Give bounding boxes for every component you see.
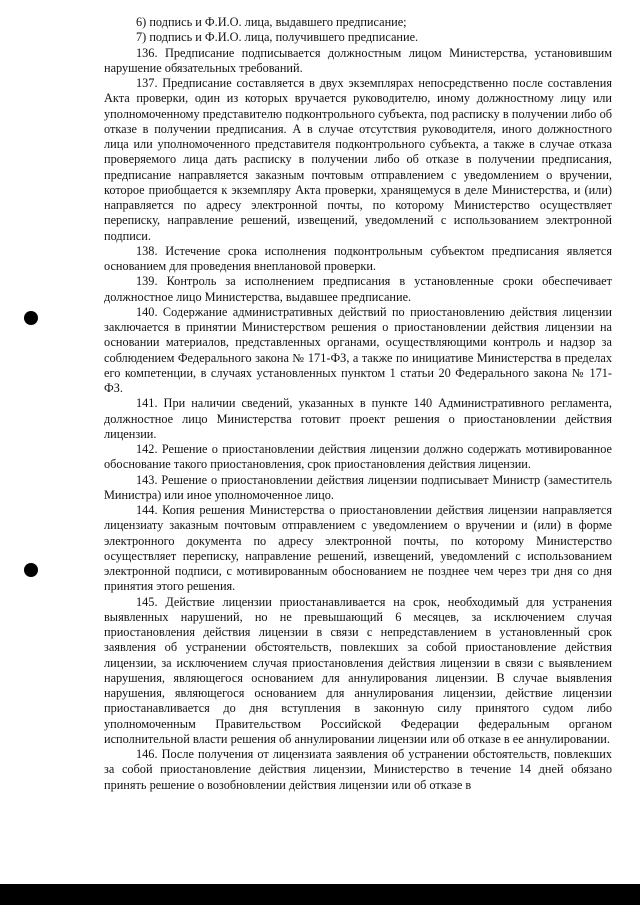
paragraph-140: 140. Содержание административных действий по приостановлению действия лицензии заключается в принятии Министерством решения о приостановлении действия лицензии на основании материалов, представленных органами, осуществляющими контроль и надзор за соблюдением Федерального закона № 171-ФЗ, а также по инициативе Министерства в пределах его компетенции, в случаях установленных пунктом 1 статьи 20 Федерального закона № 171-ФЗ. — [104, 304, 612, 395]
paragraph-138: 138. Истечение срока исполнения подконтрольным субъектом предписания является основанием для проведения внеплановой проверки. — [104, 243, 612, 273]
paragraph-145: 145. Действие лицензии приостанавливается на срок, необходимый для устранения выявленных нарушений, но не превышающий 6 месяцев, за исключением случая приостановления действия лицензии в связи с непредставлением в установленный срок заявления об устранении обстоятельств, повлекших за собой приостановление действия лицензии, за исключением случая приостановления действия лицензии в связи с выявлением нарушения, являющегося основанием для аннулирования лицензии. В случае выявления нарушения, являющегося основанием для аннулирования лицензии, действие лицензии приостанавливается до дня вступления в законную силу принятого судом либо уполномоченным Правительством Российской Федерации федеральным органом исполнительной власти решения об аннулировании лицензии или об отказе в ее аннулировании. — [104, 594, 612, 746]
paragraph-141: 141. При наличии сведений, указанных в пункте 140 Административного регламента, должностное лицо Министерства готовит проект решения о приостановлении действия лицензии. — [104, 396, 612, 441]
paragraph-item-6: 6) подпись и Ф.И.О. лица, выдавшего предписание; — [136, 15, 407, 29]
binder-hole-bottom — [24, 563, 38, 577]
paragraph-143: 143. Решение о приостановлении действия лицензии подписывает Министр (заместитель Министра) или иное уполномоченное лицо. — [104, 472, 612, 502]
scan-bottom-edge — [0, 884, 640, 905]
paragraph-144: 144. Копия решения Министерства о приостановлении действия лицензии направляется лицензиату заказным почтовым отправлением с уведомлением о вручении и (или) в форме электронного документа по адресу электронной почты, по которому Министерство осуществляет переписку, направление решений, извещений, уведомлений с использованием электронной подписи, с мотивированным обоснованием не позднее чем через три дня со дня принятия этого решения. — [104, 503, 612, 594]
paragraph-139: 139. Контроль за исполнением предписания в установленные сроки обеспечивает должностное лицо Министерства, выдавшее предписание. — [104, 274, 612, 304]
paragraph-142: 142. Решение о приостановлении действия лицензии должно содержать мотивированное обоснование такого приостановления, срок приостановления действия лицензии. — [104, 442, 612, 472]
document-text — [104, 15, 612, 793]
paragraph-146: 146. После получения от лицензиата заявления об устранении обстоятельств, повлекших за собой приостановление действия лицензии, Министерство в течение 14 дней обязано принять решение о возобновлении действия лицензии или об отказе в — [104, 747, 612, 792]
paragraph-137: 137. Предписание составляется в двух экземплярах непосредственно после составления Акта проверки, один из которых вручается руководителю, иному должностному лицу или уполномоченному представителю подконтрольного субъекта, под расписку в получении либо об отказе в получении предписания. А в случае отсутствия руководителя, иного должностного лица или уполномоченного представителя подконтрольного субъекта, а также в случае отказа проверяемого лица дать расписку в получении либо об отказе в получении предписания, предписание направляется заказным почтовым отправлением с уведомлением о вручении, которое приобщается к экземпляру Акта проверки, хранящемуся в деле Министерства, и (или) направляется по адресу электронной почты, по которому Министерство осуществляет переписку, направление решений, извещений, уведомлений с использованием электронной подписи. — [104, 76, 612, 243]
paragraph-136: 136. Предписание подписывается должностным лицом Министерства, установившим нарушение обязательных требований. — [104, 45, 612, 75]
paragraph-item-7: 7) подпись и Ф.И.О. лица, получившего предписание. — [136, 30, 419, 45]
binder-hole-top — [24, 311, 38, 325]
